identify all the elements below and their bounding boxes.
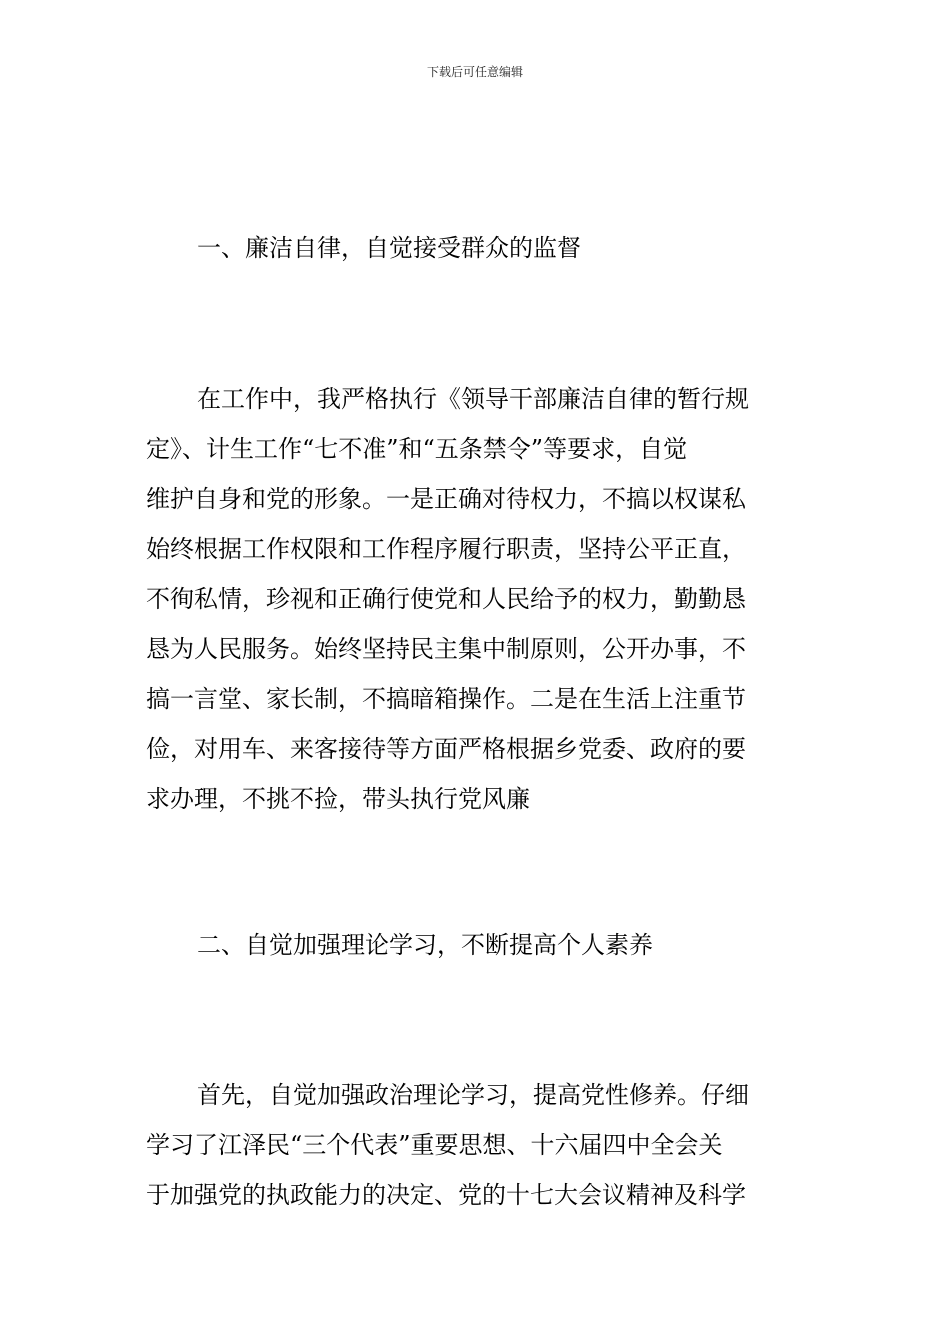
- paragraph-line: 恳为人民服务。始终坚持民主集中制原则，公开办事，不: [146, 635, 746, 663]
- page-header: 下载后可任意编辑: [426, 65, 523, 79]
- paragraph-line: 俭，对用车、来客接待等方面严格根据乡党委、政府的要: [146, 735, 746, 763]
- paragraph-line: 学习了江泽民“三个代表”重要思想、十六届四中全会关: [146, 1131, 723, 1159]
- paragraph-line: 首先，自觉加强政治理论学习，提高党性修养。仔细: [197, 1081, 749, 1109]
- section-1-body: [146, 374, 810, 824]
- section-1-heading: 一、廉洁自律，自觉接受群众的监督: [197, 234, 581, 262]
- section-2-heading: 二、自觉加强理论学习，不断提高个人素养: [197, 931, 653, 959]
- paragraph-line: 定》、计生工作“七不准”和“五条禁令”等要求，自觉: [146, 435, 688, 463]
- paragraph-line: 不徇私情，珍视和正确行使党和人民给予的权力，勤勤恳: [146, 585, 746, 613]
- paragraph-line: 求办理，不挑不捡，带头执行党风廉: [146, 785, 530, 813]
- paragraph-line: 搞一言堂、家长制，不搞暗箱操作。二是在生活上注重节: [146, 685, 746, 713]
- paragraph-line: 在工作中，我严格执行《领导干部廉洁自律的暂行规: [197, 385, 749, 413]
- section-2-body: [146, 1070, 810, 1220]
- paragraph-line: 于加强党的执政能力的决定、党的十七大会议精神及科学: [146, 1181, 746, 1209]
- paragraph-line: 始终根据工作权限和工作程序履行职责，坚持公平正直，: [146, 535, 746, 563]
- paragraph-line: 维护自身和党的形象。一是正确对待权力，不搞以权谋私: [146, 485, 746, 513]
